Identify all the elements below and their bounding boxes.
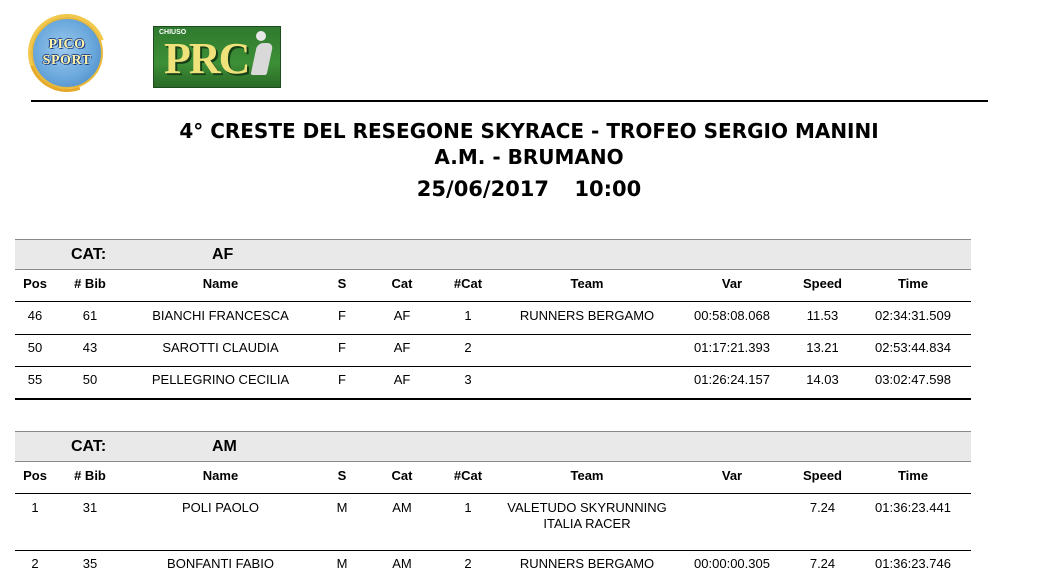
column-header[interactable]: Pos [23,468,47,483]
cell-team: VALETUDO SKYRUNNING ITALIA RACER [507,500,667,531]
header-rule [15,493,971,494]
column-header[interactable]: Var [721,276,743,291]
prc-logo-small-text: CHIUSO [159,29,187,36]
column-header[interactable]: S [337,468,347,483]
cell-var: 00:00:00.305 [694,556,770,571]
cell-s: F [338,372,346,387]
cell-var: 01:26:24.157 [694,372,770,387]
cell-bib: 35 [82,556,98,571]
cell-cat: AF [393,372,411,387]
cell-pos: 46 [27,308,43,323]
column-header[interactable]: Speed [802,276,842,291]
cell-team: RUNNERS BERGAMO [519,556,655,571]
race-location: A.M. - BRUMANO [434,145,624,169]
pico-logo-line1: PICO [48,37,86,52]
runner-body-icon [251,43,274,75]
row-rule [15,366,971,367]
cell-name: SAROTTI CLAUDIA [162,340,279,355]
column-header[interactable]: S [337,276,347,291]
cell-speed: 14.03 [806,372,839,387]
column-header[interactable]: # Bib [74,276,106,291]
column-header[interactable]: Time [897,468,929,483]
table-end-rule [15,398,971,400]
cell-name: POLI PAOLO [181,500,260,515]
cell-bib: 61 [82,308,98,323]
column-header[interactable]: # Bib [74,468,106,483]
cell-name: PELLEGRINO CECILIA [151,372,290,387]
cell-time: 03:02:47.598 [875,372,951,387]
prc-logo [153,26,281,88]
column-header[interactable]: Var [721,468,743,483]
cell-speed: 7.24 [809,500,836,515]
header-rule [15,301,971,302]
cell-time: 01:36:23.441 [875,500,951,515]
cell-s: F [338,340,346,355]
column-header[interactable]: Time [897,276,929,291]
cell-speed: 11.53 [806,308,839,323]
category-value: AM [212,438,237,455]
cell-cat: 1 [464,500,472,515]
cell-pos: 50 [27,340,43,355]
cell-cat: 1 [464,308,472,323]
column-header[interactable]: Pos [23,276,47,291]
header-divider [31,100,988,102]
cell-team: RUNNERS BERGAMO [519,308,655,323]
prc-logo-text: PRC [164,34,249,83]
column-header[interactable]: #Cat [453,468,483,483]
column-header[interactable]: Team [570,276,604,291]
category-label: CAT: [71,246,107,263]
cell-pos: 55 [27,372,43,387]
cell-cat: 2 [464,556,472,571]
column-header[interactable]: Name [202,468,239,483]
cell-bib: 31 [82,500,98,515]
cell-cat: 3 [464,372,472,387]
column-header[interactable]: Team [570,468,604,483]
race-date: 25/06/2017 [416,177,550,201]
cell-bib: 50 [82,372,98,387]
column-header[interactable]: Name [202,276,239,291]
cell-time: 02:34:31.509 [875,308,951,323]
runner-head-icon [256,31,266,41]
column-header[interactable]: Cat [391,468,413,483]
column-header[interactable]: #Cat [453,276,483,291]
cell-cat: AM [392,500,412,515]
cell-s: M [336,500,348,515]
pico-sport-logo [31,17,103,89]
cell-time: 01:36:23.746 [875,556,951,571]
pico-logo-line2: SPORT [42,53,92,68]
category-header [15,239,971,270]
row-rule [15,334,971,335]
race-datetime [0,177,1058,201]
cell-cat: AF [393,308,411,323]
cell-pos: 2 [31,556,39,571]
column-header[interactable]: Cat [391,276,413,291]
cell-var: 00:58:08.068 [694,308,770,323]
cell-name: BONFANTI FABIO [167,556,274,571]
category-value: AF [212,246,234,263]
cell-name: BIANCHI FRANCESCA [152,308,289,323]
cell-speed: 7.24 [809,556,836,571]
cell-pos: 1 [31,500,39,515]
cell-cat: 2 [464,340,472,355]
race-time: 10:00 [574,177,642,201]
cell-time: 02:53:44.834 [875,340,951,355]
category-label: CAT: [71,438,107,455]
row-rule [15,550,971,551]
cell-cat: AF [393,340,411,355]
category-header [15,431,971,462]
cell-s: F [338,308,346,323]
race-title: 4° CRESTE DEL RESEGONE SKYRACE - TROFEO SERGIO MANINI [179,119,879,143]
column-header[interactable]: Speed [802,468,842,483]
cell-cat: AM [392,556,412,571]
cell-bib: 43 [82,340,98,355]
cell-var: 01:17:21.393 [694,340,770,355]
cell-s: M [336,556,348,571]
cell-speed: 13.21 [806,340,839,355]
